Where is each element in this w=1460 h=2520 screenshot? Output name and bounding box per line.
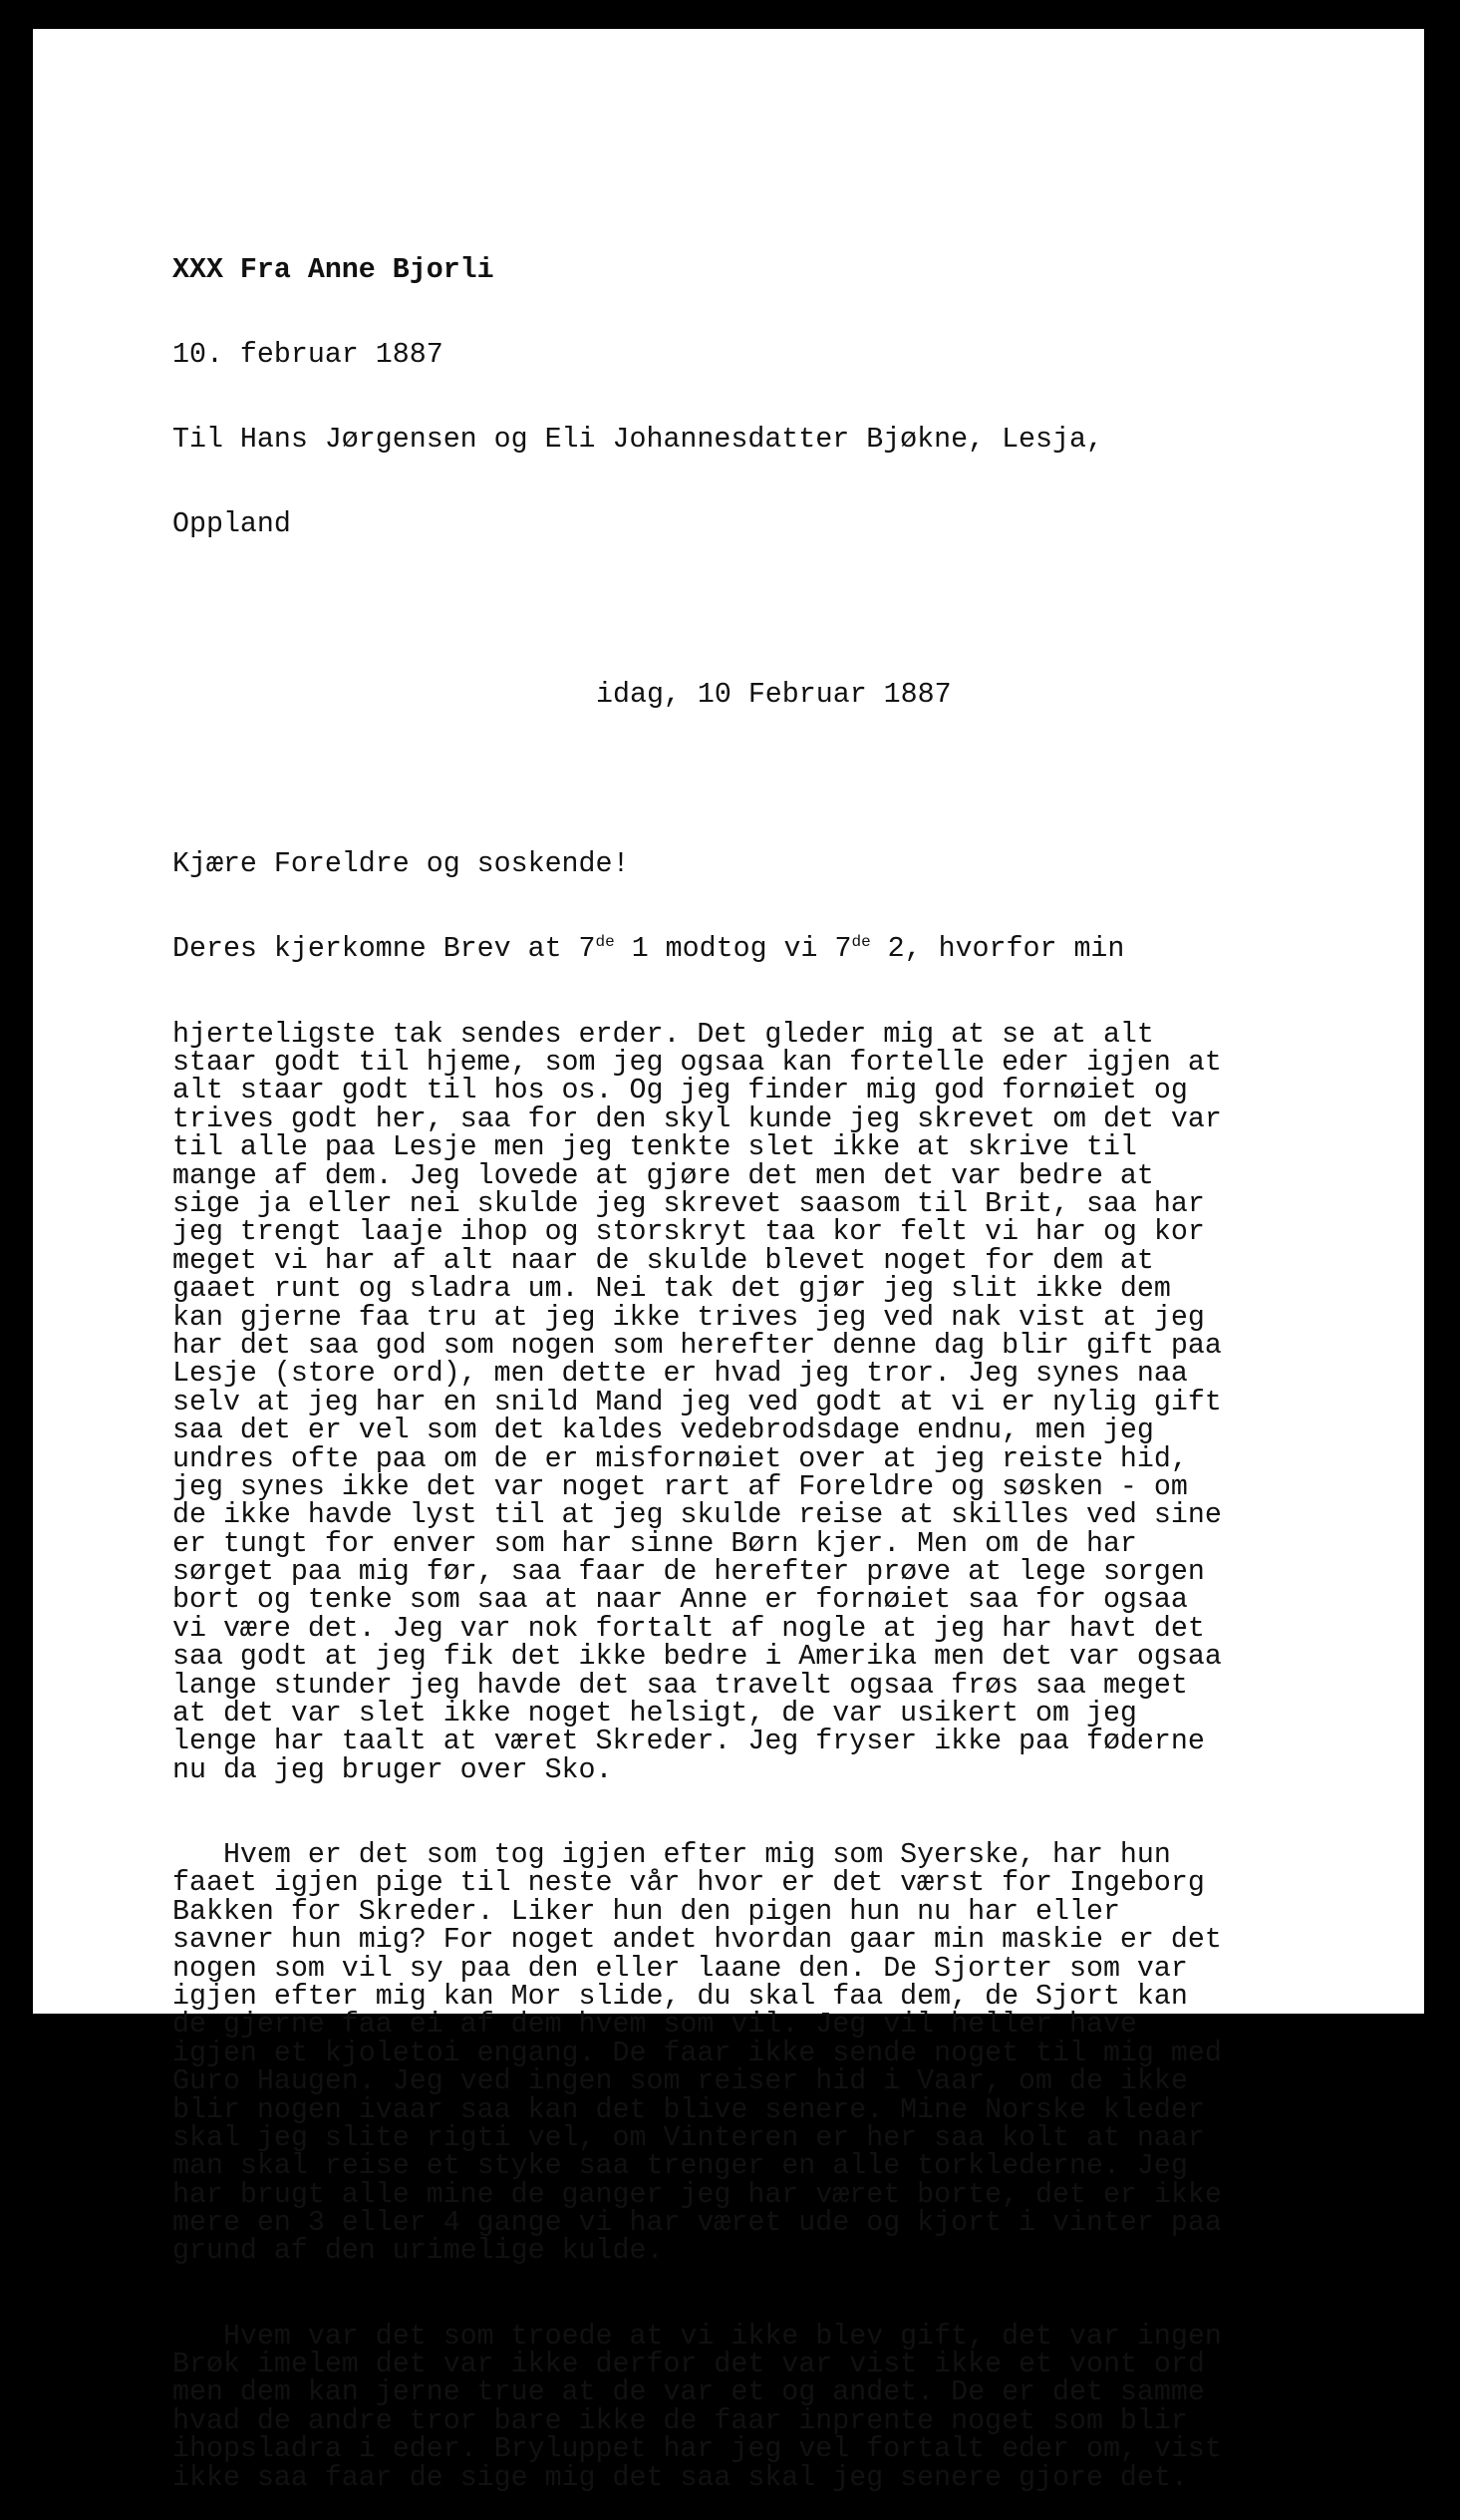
paragraph-2	[172, 1841, 1289, 2266]
body-line: grund af den urimelige kulde.	[172, 2235, 664, 2268]
body-text: 2, hvorfor min	[870, 933, 1125, 966]
body-line: vi være det. Jeg var nok fortalt af nogle at jeg har havt det	[172, 1612, 1205, 1645]
recipient-line: Oppland	[172, 508, 291, 541]
body-line: meget vi har af alt naar de skulde blevet noget for dem at	[172, 1244, 1154, 1277]
body-line: bort og tenke som saa at naar Anne er fornøiet saa for ogsaa	[172, 1584, 1188, 1617]
body-line: har brugt alle mine de ganger jeg har været borte, det er ikke	[172, 2178, 1222, 2211]
body-line: gaaet runt og sladra um. Nei tak det gjør jeg slit ikke dem	[172, 1273, 1171, 1306]
body-line: Hvem er det som tog igjen efter mig som Syerske, har hun	[172, 1839, 1171, 1871]
document-title: XXX Fra Anne Bjorli	[172, 253, 494, 286]
superscript: de	[851, 933, 871, 952]
body-line: kan gjerne faa tru at jeg ikke trives jeg ved nak vist at jeg	[172, 1301, 1205, 1334]
body-line: jeg synes ikke det var noget rart af Foreldre og søsken - om	[172, 1470, 1188, 1503]
body-line: Hvem var det som troede at vi ikke blev gift, det var ingen	[172, 2320, 1222, 2353]
body-line: at det var slet ikke noget helsigt, de var usikert om jeg	[172, 1698, 1137, 1731]
body-line: saa godt at jeg fik det ikke bedre i Amerika men det var ogsaa	[172, 1641, 1222, 1674]
body-line: lenge har taalt at været Skreder. Jeg fryser ikke paa føderne	[172, 1726, 1205, 1758]
body-line: til alle paa Lesje men jeg tenkte slet ikke at skrive til	[172, 1131, 1137, 1164]
body-line: man skal reise et styke saa trenger en alle torklederne. Jeg	[172, 2150, 1188, 2183]
body-line: skal jeg slite rigti vel, om Vinteren er her saa kolt at naar	[172, 2121, 1205, 2154]
body-line: ikke saa faar de sige mig det saa skal jeg senere gjore det.	[172, 2461, 1188, 2494]
body-line: Lesje (store ord), men dette er hvad jeg tror. Jeg synes naa	[172, 1358, 1188, 1391]
body-line: igjen et kjoletoi engang. De faar ikke sende noget til mig med	[172, 2037, 1222, 2069]
body-line: jeg trengt laaje ihop og storskryt taa kor felt vi har og kor	[172, 1216, 1205, 1249]
body-line: staar godt til hjeme, som jeg ogsaa kan fortelle eder igjen at	[172, 1047, 1222, 1080]
body-line: nu da jeg bruger over Sko.	[172, 1753, 613, 1786]
body-line: mange af dem. Jeg lovede at gjøre det men det var bedre at	[172, 1159, 1154, 1192]
salutation: Kjære Foreldre og soskende!	[172, 848, 630, 881]
body-line: mere en 3 eller 4 gange vi har været ude og kjort i vinter paa	[172, 2207, 1222, 2240]
body-text: 1 modtog vi 7	[614, 933, 852, 966]
body-line: de ikke havde lyst til at jeg skulde reise at skilles ved sine	[172, 1499, 1222, 1532]
body-line: sige ja eller nei skulde jeg skrevet saasom til Brit, saa har	[172, 1187, 1205, 1220]
body-line: har det saa god som nogen som herefter denne dag blir gift paa	[172, 1329, 1222, 1362]
document-date: 10. februar 1887	[172, 339, 443, 372]
body-line: selv at jeg har en snild Mand jeg ved godt at vi er nylig gift	[172, 1386, 1222, 1418]
body-line: sørget paa mig før, saa faar de herefter prøve at lege sorgen	[172, 1556, 1205, 1589]
body-line: savner hun mig? For noget andet hvordan gaar min maskie er det	[172, 1924, 1222, 1957]
body-line: alt staar godt til hos os. Og jeg finder mig god fornøiet og	[172, 1075, 1188, 1107]
body-line: ihopsladra i eder. Bryluppet har jeg vel fortalt eder om, vist	[172, 2433, 1222, 2466]
body-line: blir nogen ivaar saa kan det blive senere. Mine Norske kleder	[172, 2093, 1205, 2126]
paragraph-1	[172, 1018, 1289, 1786]
body-line: saa det er vel som det kaldes vedebrodsdage endnu, men jeg	[172, 1415, 1154, 1447]
body-line: de gjerne faa ei af dem hvem som vil. Jeg vil heller have	[172, 2009, 1137, 2042]
dateline	[172, 678, 1289, 711]
body-line: faaet igjen pige til neste vår hvor er det værst for Ingeborg	[172, 1867, 1205, 1900]
body-line: undres ofte paa om de er misfornøiet over at jeg reiste hid,	[172, 1442, 1188, 1475]
body-line	[172, 933, 1289, 966]
body-line: men dem kan jerne true at de var et og andet. De er det samme	[172, 2376, 1205, 2409]
blank-line	[172, 596, 1289, 624]
body-text: Deres kjerkomne Brev at 7	[172, 933, 596, 966]
body-line: trives godt her, saa for den skyl kunde jeg skrevet om det var	[172, 1102, 1222, 1135]
body-line: hvad de andre tror bare ikke de faar inprente noget som blir	[172, 2404, 1188, 2437]
letter-text	[172, 199, 1289, 2520]
paragraph-3	[172, 2320, 1289, 2494]
body-line: Bakken for Skreder. Liker hun den pigen hun nu har eller	[172, 1895, 1120, 1928]
body-line: er tungt for enver som har sinne Børn kjer. Men om de har	[172, 1527, 1137, 1560]
body-line: Guro Haugen. Jeg ved ingen som reiser hid i Vaar, om de ikke	[172, 2065, 1188, 2098]
body-line: igjen efter mig kan Mor slide, du skal faa dem, de Sjort kan	[172, 1980, 1188, 2013]
dateline-text: idag, 10 Februar 1887	[596, 678, 952, 711]
recipient-line: Til Hans Jørgensen og Eli Johannesdatter Bjøkne, Lesja,	[172, 424, 1103, 457]
body-line: nogen som vil sy paa den eller laane den. De Sjorter som var	[172, 1952, 1188, 1985]
superscript: de	[595, 933, 615, 952]
body-line: lange stunder jeg havde det saa travelt ogsaa frøs saa meget	[172, 1669, 1188, 1702]
body-line: Brøk imelem det var ikke derfor det var vist ikke et vont ord	[172, 2349, 1205, 2381]
blank-line	[172, 766, 1289, 793]
body-line: hjerteligste tak sendes erder. Det gleder mig at se at alt	[172, 1018, 1154, 1051]
